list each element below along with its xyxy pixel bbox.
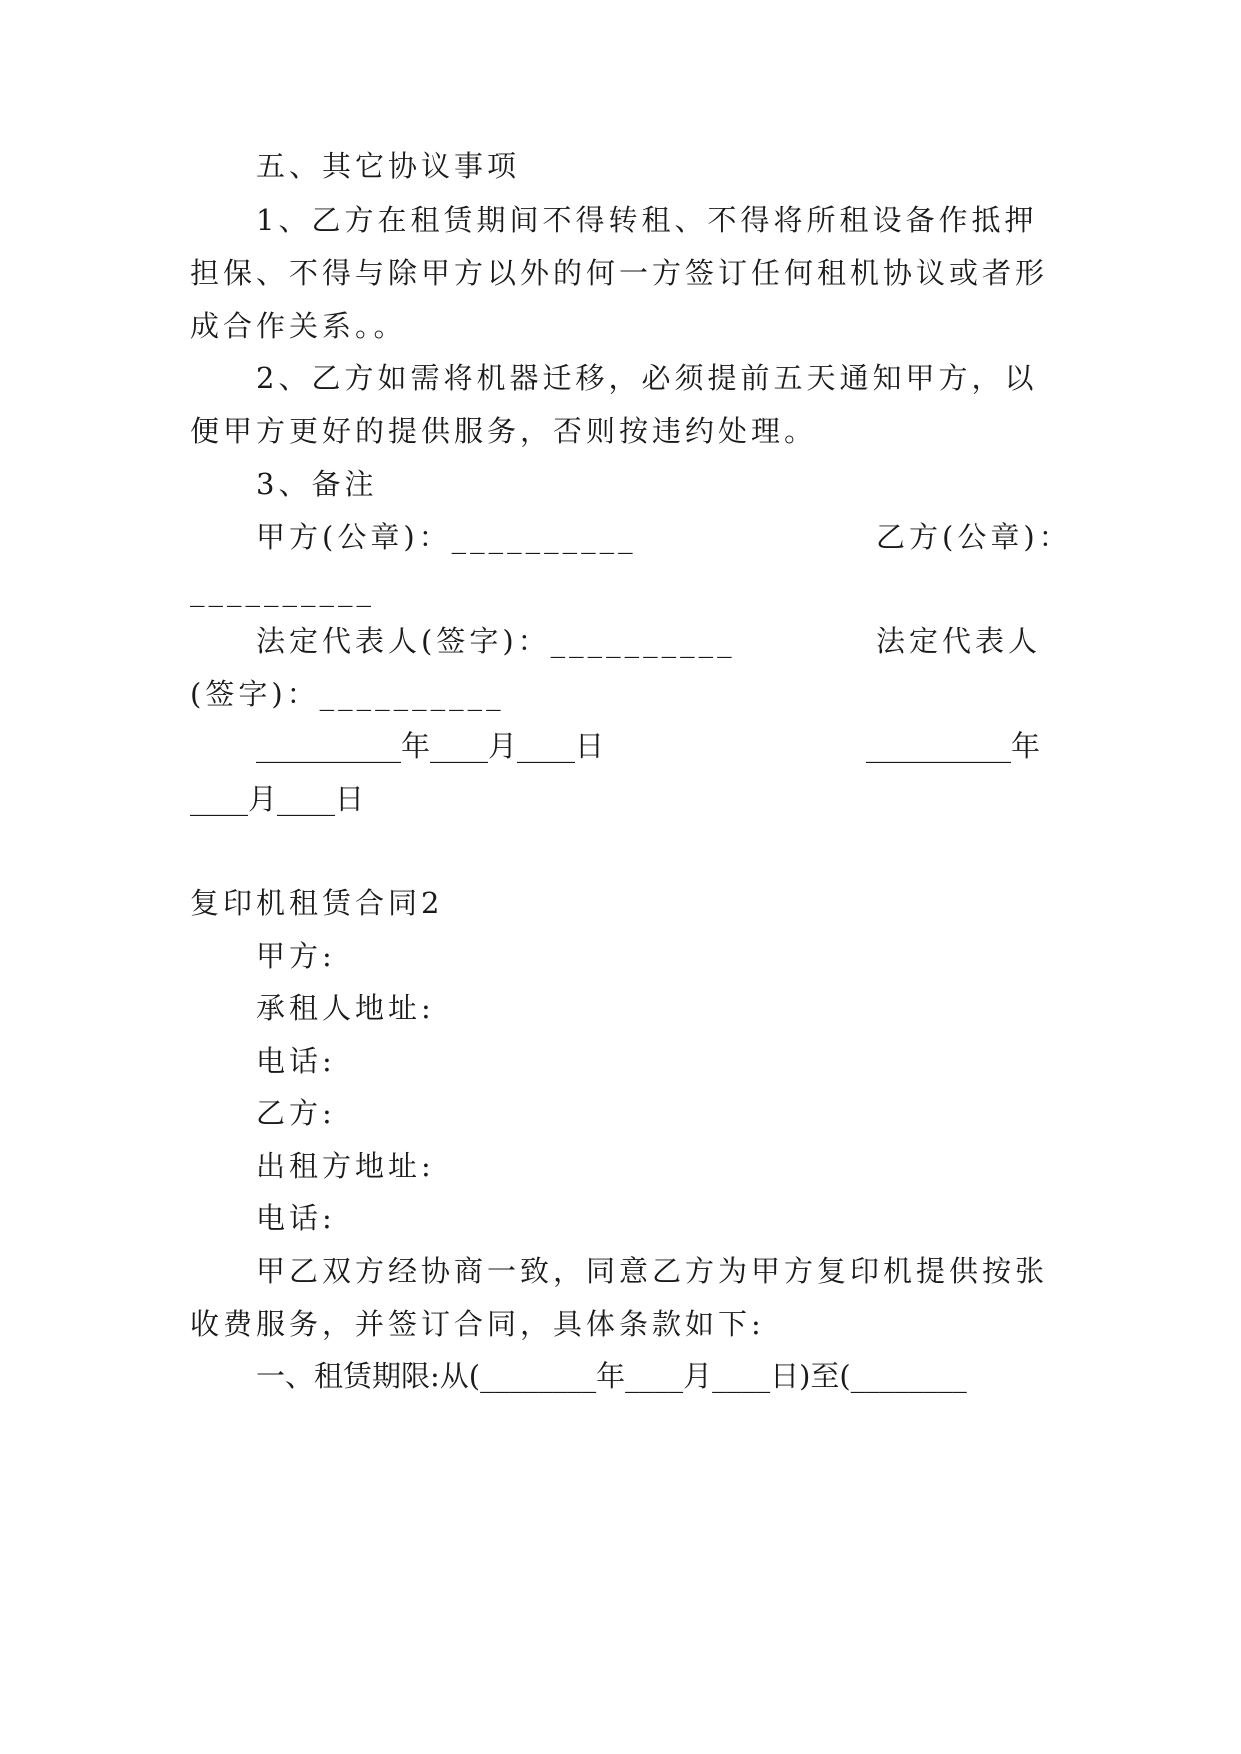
- clause-1-line-2: 担保、不得与除甲方以外的何一方签订任何租机协议或者形: [190, 256, 1049, 290]
- clause-2-line-1: 2、乙方如需将机器迁移，必须提前五天通知甲方，以: [256, 361, 1038, 395]
- party-b-date-field-cont: ____月____日: [190, 782, 365, 816]
- clause-2-line-2: 便甲方更好的提供服务，否则按违约处理。: [190, 414, 818, 448]
- party-a-label: 甲方:: [256, 939, 336, 973]
- party-a-seal-field: 甲方(公章)：__________: [256, 520, 637, 554]
- party-b-phone-label: 电话:: [256, 1201, 336, 1235]
- contract-title: 复印机租赁合同2: [190, 886, 444, 920]
- party-b-date-field: __________年: [866, 729, 1041, 763]
- intro-line-1: 甲乙双方经协商一致，同意乙方为甲方复印机提供按张: [256, 1254, 1049, 1288]
- lease-term-line: 一、租赁期限:从(________年____月____日)至(________: [256, 1359, 967, 1393]
- party-a-date-field: __________年____月____日: [256, 729, 605, 763]
- party-a-representative-field: 法定代表人(签字)：__________: [256, 624, 736, 658]
- party-b-seal-field: 乙方(公章)：: [876, 520, 1072, 554]
- clause-3: 3、备注: [256, 467, 378, 501]
- party-b-representative-field: (签字)：__________: [190, 677, 505, 711]
- lessee-address-label: 承租人地址:: [256, 991, 435, 1025]
- party-a-phone-label: 电话:: [256, 1044, 336, 1078]
- lessor-address-label: 出租方地址:: [256, 1149, 435, 1183]
- party-b-label: 乙方:: [256, 1096, 336, 1130]
- section-heading: 五、其它协议事项: [256, 149, 521, 183]
- intro-line-2: 收费服务，并签订合同，具体条款如下:: [190, 1307, 765, 1341]
- party-b-representative-label: 法定代表人: [876, 624, 1042, 658]
- party-b-seal-blank: __________: [190, 573, 375, 607]
- clause-1-line-3: 成合作关系。。: [190, 309, 407, 343]
- clause-1-line-1: 1、乙方在租赁期间不得转租、不得将所租设备作抵押: [256, 203, 1038, 237]
